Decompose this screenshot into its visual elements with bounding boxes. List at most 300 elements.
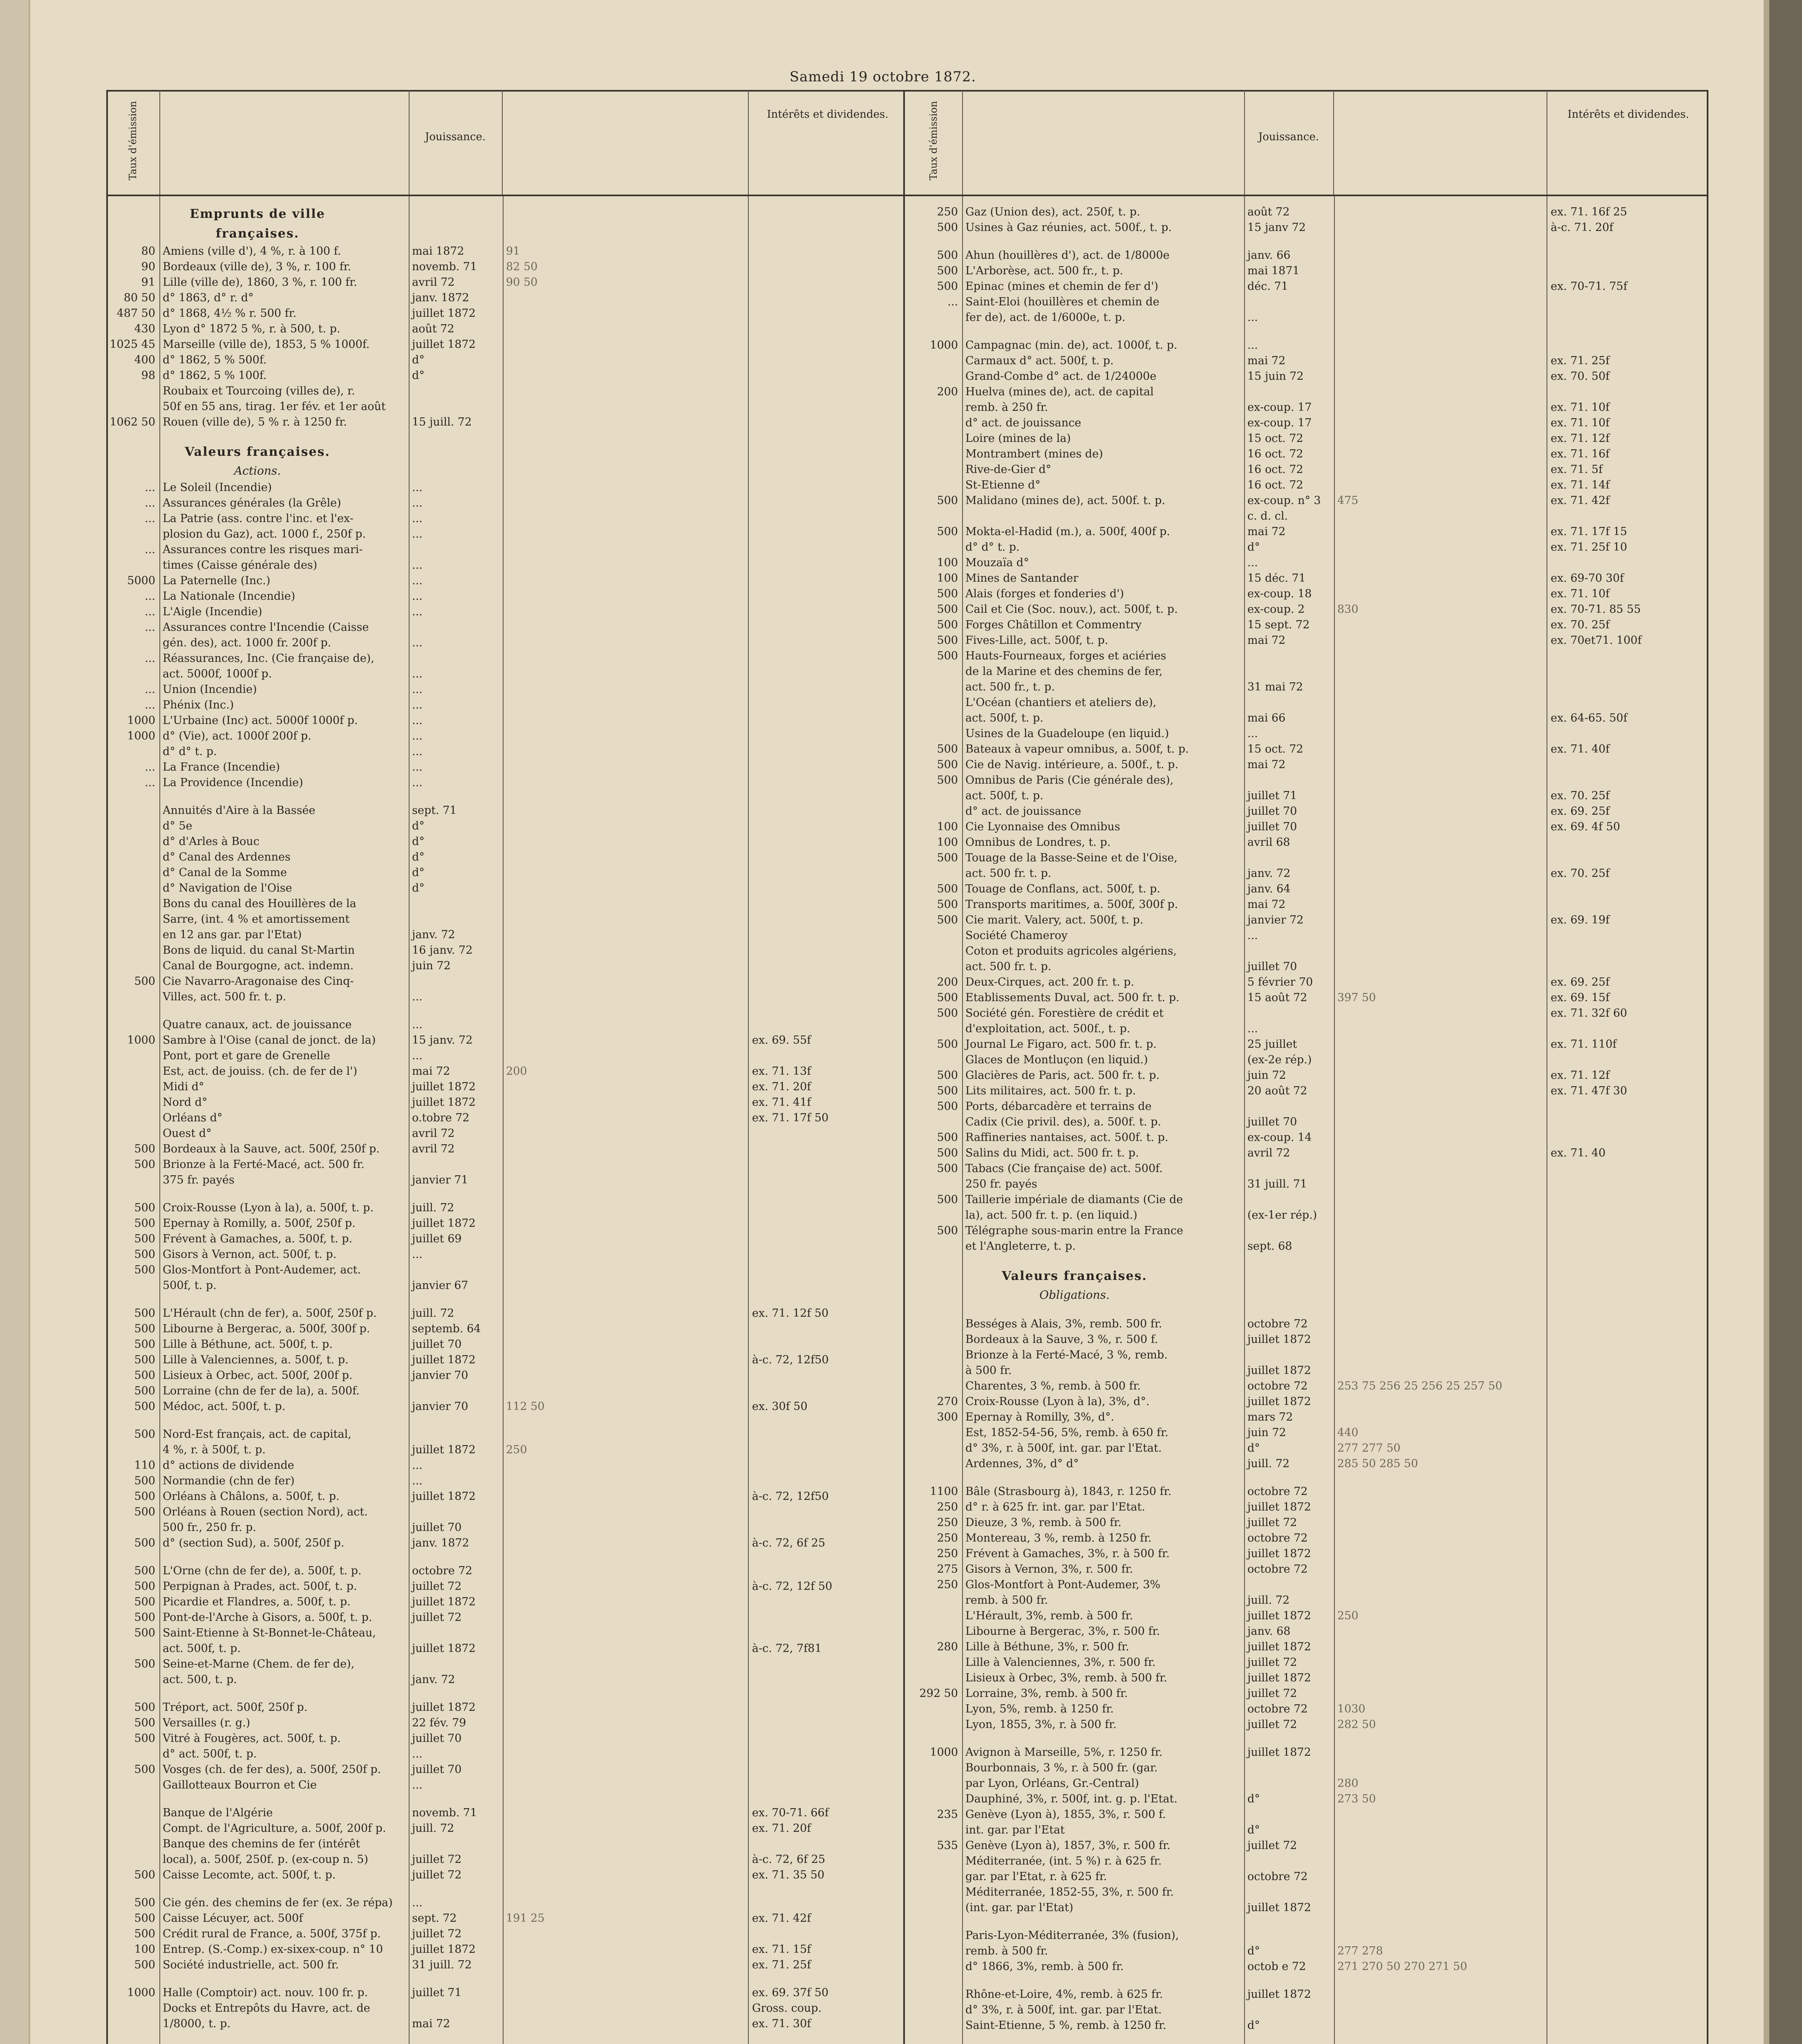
price-cell — [503, 321, 748, 337]
taux-cell — [905, 1593, 962, 1608]
taux-cell: 110 — [134, 1459, 155, 1472]
prices-column-header — [503, 90, 749, 195]
jouissance-cell: sept. 71 — [412, 804, 457, 817]
table-row — [106, 1579, 903, 1594]
designation-cell: Ardennes, 3%, d° d° — [965, 1457, 1079, 1470]
taux-cell — [905, 664, 962, 679]
dividend-cell — [748, 651, 899, 666]
designation-cell: d° d° t. p. — [163, 745, 217, 758]
designation-cell: Libourne à Bergerac, 3%, r. 500 fr. — [965, 1625, 1160, 1638]
jouissance-cell — [409, 399, 503, 415]
taux-cell: 500 — [937, 758, 958, 771]
dividend-cell — [748, 1442, 899, 1458]
jouissance-cell: juillet 72 — [412, 1580, 462, 1593]
jouissance-cell: janvier 70 — [412, 1400, 468, 1413]
jouissance-cell: ... — [412, 991, 423, 1003]
dividend-cell: ex. 70. 25f — [1551, 789, 1610, 802]
taux-cell — [106, 1746, 159, 1762]
jouissance-cell: 15 janv. 72 — [412, 1034, 473, 1047]
table-row — [905, 804, 1708, 819]
taux-cell — [106, 803, 159, 818]
interets-column-header — [752, 106, 903, 123]
designation-cell: Omnibus de Londres, t. p. — [965, 836, 1111, 849]
table-row — [905, 1484, 1708, 1499]
price-cell — [1334, 1130, 1547, 1145]
row-spacer — [905, 235, 1708, 248]
table-row — [905, 1639, 1708, 1655]
jouissance-cell: juill. 72 — [1247, 1457, 1290, 1470]
jouissance-cell: ex-coup. 17 — [1247, 417, 1312, 429]
dividend-cell — [1547, 835, 1706, 850]
table-row — [905, 959, 1708, 975]
jouissance-cell: juillet 1872 — [412, 1096, 476, 1109]
table-row — [905, 866, 1708, 881]
taux-cell — [106, 943, 159, 958]
jouissance-cell: juin 72 — [1247, 1069, 1286, 1082]
dividend-cell — [748, 480, 899, 495]
table-row — [106, 1777, 903, 1793]
designation-cell: d'exploitation, act. 500f., t. p. — [965, 1022, 1130, 1035]
designation-cell: Médoc, act. 500f, t. p. — [163, 1400, 286, 1413]
price-cell — [1334, 742, 1547, 757]
taux-cell — [905, 1208, 962, 1223]
price-cell — [503, 865, 748, 881]
price-cell: 830 — [1337, 603, 1359, 616]
price-cell — [503, 1247, 748, 1262]
designation-cell: Lille à Béthune, act. 500f, t. p. — [163, 1338, 333, 1351]
jouissance-cell: ... — [412, 574, 423, 587]
taux-cell: 500 — [134, 1158, 155, 1171]
jouissance-cell — [1244, 944, 1334, 959]
table-row — [106, 558, 903, 573]
taux-cell — [905, 959, 962, 975]
table-row — [905, 431, 1708, 446]
jouissance-cell: janv. 72 — [412, 928, 455, 941]
price-cell — [1334, 1670, 1547, 1686]
dividend-cell — [1547, 1332, 1706, 1347]
dividend-cell — [1547, 1577, 1706, 1593]
jouissance-cell: sept. 72 — [412, 1912, 457, 1925]
table-row — [106, 2016, 903, 2032]
table-row — [106, 1821, 903, 1836]
designation-cell: remb. à 500 fr. — [965, 1945, 1048, 1957]
dividend-cell — [748, 620, 899, 635]
price-cell — [1334, 1822, 1547, 1838]
designation-cell: Quatre canaux, act. de jouissance — [163, 1018, 352, 1031]
jouissance-cell: ... — [412, 528, 423, 540]
designation-cell: remb. à 500 fr. — [965, 1594, 1048, 1607]
table-row — [905, 881, 1708, 897]
jouissance-cell: mai 1872 — [412, 245, 464, 258]
taux-cell: 250 — [937, 1532, 958, 1544]
jouissance-cell — [409, 1836, 503, 1852]
table-row — [905, 1717, 1708, 1732]
taux-cell: 430 — [134, 323, 155, 335]
designation-cell: Paris-Lyon-Méditerranée, 3% (fusion), — [965, 1929, 1179, 1942]
price-cell — [1334, 648, 1547, 664]
designation-cell: Montereau, 3 %, remb. à 1250 fr. — [965, 1532, 1152, 1544]
table-row — [905, 338, 1708, 353]
dividend-cell — [748, 259, 899, 275]
designation-cell: d° 1868, 4½ % r. 500 fr. — [163, 307, 297, 320]
price-cell — [1334, 897, 1547, 912]
taux-cell: 500 — [134, 1701, 155, 1714]
taux-cell: ... — [145, 652, 155, 665]
jouissance-cell — [409, 1427, 503, 1442]
row-spacer — [106, 1005, 903, 1017]
taux-cell: 100 — [134, 1943, 155, 1956]
price-cell — [503, 834, 748, 849]
jouissance-cell: juillet 1872 — [412, 338, 476, 351]
table-row — [905, 1052, 1708, 1068]
taux-cell: ... — [145, 683, 155, 696]
taux-cell: 250 — [937, 1516, 958, 1529]
designation-cell: L'Hérault, 3%, remb. à 500 fr. — [965, 1609, 1133, 1622]
price-cell — [503, 1352, 748, 1368]
taux-cell: 500 — [134, 1580, 155, 1593]
table-row — [106, 744, 903, 760]
price-cell — [503, 1141, 748, 1157]
taux-cell — [106, 527, 159, 542]
jouissance-cell: 15 juin 72 — [1247, 370, 1304, 383]
designation-cell: Société gén. Forestière de crédit et — [965, 1007, 1164, 1020]
taux-cell — [905, 1853, 962, 1869]
taux-cell — [905, 446, 962, 462]
price-cell — [503, 604, 748, 620]
dividend-cell: ex. 71. 16f 25 — [1551, 206, 1627, 218]
price-cell — [1334, 1577, 1547, 1593]
price-cell — [1334, 509, 1547, 524]
dividend-cell: ex. 69. 15f — [1551, 991, 1610, 1004]
dividend-cell: ex. 69. 55f — [752, 1034, 811, 1047]
table-row — [106, 1746, 903, 1762]
price-cell — [503, 1110, 748, 1126]
dividend-cell: ex. 71. 17f 15 — [1551, 525, 1627, 538]
table-row — [106, 244, 903, 259]
designation-cell: Croix-Rousse (Lyon à la), a. 500f, t. p. — [163, 1201, 374, 1214]
designation-cell: act. 500 fr. t. p. — [965, 960, 1052, 973]
taux-cell: 500 — [134, 1490, 155, 1503]
dividend-cell — [748, 1746, 899, 1762]
table-row — [106, 1033, 903, 1048]
taux-cell: 500 — [937, 914, 958, 926]
taux-cell: ... — [145, 497, 155, 509]
taux-cell — [106, 2016, 159, 2032]
table-row — [106, 573, 903, 589]
designation-cell: d° 1866, 3%, remb. à 500 fr. — [965, 1960, 1124, 1973]
taux-cell — [106, 1017, 159, 1033]
taux-cell: 250 — [937, 1578, 958, 1591]
jouissance-cell — [1244, 384, 1334, 400]
price-cell — [503, 713, 748, 728]
dividend-cell: ex. 70et71. 100f — [1551, 634, 1642, 647]
price-cell — [1334, 912, 1547, 928]
taux-cell: 500 — [937, 1224, 958, 1237]
price-cell — [503, 352, 748, 368]
price-cell: 277 277 50 — [1337, 1442, 1401, 1455]
dividend-cell — [1547, 1562, 1706, 1577]
table-row — [106, 943, 903, 958]
price-cell — [503, 1504, 748, 1520]
section-subtitle: Actions. — [234, 464, 281, 477]
jouissance-cell: ... — [412, 1896, 423, 1909]
designation-cell: d° act. de jouissance — [965, 417, 1081, 429]
designation-cell: Perpignan à Prades, act. 500f, t. p. — [163, 1580, 357, 1593]
designation-cell: Omnibus de Paris (Cie générale des), — [965, 774, 1174, 787]
price-cell — [1334, 850, 1547, 866]
price-cell — [1334, 1021, 1547, 1037]
taux-cell: 500 — [134, 1322, 155, 1335]
taux-cell: 500 — [937, 619, 958, 631]
table-row — [106, 511, 903, 527]
jouissance-cell: ... — [412, 699, 423, 711]
table-row — [106, 1520, 903, 1535]
designation-cell: Glos-Montfort à Pont-Audemer, act. — [163, 1264, 361, 1276]
taux-cell — [905, 509, 962, 524]
dividend-cell — [748, 1672, 899, 1688]
jouissance-cell: mai 72 — [1247, 634, 1286, 647]
jouissance-cell: mai 72 — [1247, 758, 1286, 771]
designation-cell: d° 1862, 5 % 500f. — [163, 354, 267, 366]
price-cell — [1334, 881, 1547, 897]
dividend-cell — [1547, 897, 1706, 912]
table-row — [905, 1838, 1708, 1853]
jouissance-cell: juill. 72 — [1247, 1594, 1290, 1607]
jouissance-cell — [409, 1383, 503, 1399]
price-cell — [503, 1216, 748, 1231]
dividend-cell: ex. 71. 20f — [752, 1080, 811, 1093]
table-row — [106, 1157, 903, 1172]
taux-cell: 500 — [134, 1658, 155, 1670]
dividend-cell — [748, 818, 899, 834]
designation-cell: Orléans à Châlons, a. 500f, t. p. — [163, 1490, 340, 1503]
jouissance-cell — [409, 1625, 503, 1641]
dividend-cell — [1547, 1546, 1706, 1562]
designation-cell: d° 1862, 5 % 100f. — [163, 369, 267, 382]
table-row — [106, 651, 903, 666]
table-row — [106, 697, 903, 713]
designation-cell: 500f, t. p. — [163, 1279, 217, 1292]
jouissance-cell — [409, 1157, 503, 1172]
designation-cell: L'Océan (chantiers et ateliers de), — [965, 696, 1157, 709]
designation-cell: Coton et produits agricoles algériens, — [965, 945, 1177, 957]
taux-cell: 500 — [134, 1201, 155, 1214]
price-cell — [503, 1805, 748, 1821]
price-cell — [1334, 1853, 1547, 1869]
price-cell: 475 — [1337, 494, 1359, 507]
jouissance-cell: juillet 72 — [1247, 1839, 1297, 1852]
price-cell: 397 50 — [1337, 991, 1376, 1004]
table-row — [106, 527, 903, 542]
table-row — [905, 1822, 1708, 1838]
designation-cell: 50f en 55 ans, tirag. 1er fév. et 1er août — [163, 400, 386, 413]
table-row — [106, 306, 903, 321]
table-row — [905, 1208, 1708, 1223]
price-cell — [1334, 1745, 1547, 1760]
price-cell: 90 50 — [506, 276, 538, 289]
dividend-cell — [748, 495, 899, 511]
table-row — [905, 294, 1708, 310]
dividend-cell: Gross. coup. — [752, 2002, 822, 2015]
jouissance-cell — [409, 1656, 503, 1672]
price-cell — [503, 383, 748, 399]
jouissance-cell: juillet 72 — [412, 1927, 462, 1940]
designation-cell: Saint-Etienne à St-Bonnet-le-Château, — [163, 1627, 376, 1639]
jouissance-cell: juillet 72 — [412, 1853, 462, 1866]
price-cell — [503, 1368, 748, 1383]
taux-cell — [106, 881, 159, 896]
designation-cell: act. 500, t. p. — [163, 1673, 237, 1686]
dividend-cell — [1547, 1363, 1706, 1378]
price-cell — [503, 1520, 748, 1535]
taux-cell — [106, 1278, 159, 1293]
designation-cell: Frévent à Gamaches, 3%, r. à 500 fr. — [965, 1547, 1170, 1560]
taux-cell — [905, 866, 962, 881]
taux-cell — [905, 726, 962, 742]
taux-cell: 270 — [937, 1395, 958, 1408]
jouissance-cell — [1244, 1807, 1334, 1822]
taux-cell — [106, 2001, 159, 2016]
price-cell — [503, 415, 748, 430]
price-cell — [1334, 1928, 1547, 1943]
designation-cell: Phénix (Inc.) — [163, 699, 234, 711]
taux-cell — [106, 1064, 159, 1079]
table-row — [106, 1216, 903, 1231]
taux-cell — [905, 415, 962, 431]
taux-cell: 500 — [937, 650, 958, 662]
dividend-cell: ex. 71. 16f — [1551, 448, 1610, 460]
table-row — [905, 369, 1708, 384]
table-row — [905, 1531, 1708, 1546]
table-row — [905, 384, 1708, 400]
jouissance-cell: ... — [412, 637, 423, 649]
dividend-cell — [1547, 1192, 1706, 1208]
designation-cell: Lille (ville de), 1860, 3 %, r. 100 fr. — [163, 276, 357, 289]
table-row — [905, 897, 1708, 912]
taux-cell: ... — [145, 481, 155, 494]
table-row — [106, 1352, 903, 1368]
designation-cell: Crédit rural de France, a. 500f, 375f p. — [163, 1927, 381, 1940]
dividend-cell — [748, 728, 899, 744]
taux-cell — [106, 849, 159, 865]
taux-cell: ... — [145, 621, 155, 634]
dividend-cell — [1547, 726, 1706, 742]
taux-cell: 200 — [937, 385, 958, 398]
designation-cell: d° (section Sud), a. 500f, 250f p. — [163, 1537, 345, 1549]
dividend-cell — [748, 744, 899, 760]
table-row — [905, 1332, 1708, 1347]
designation-cell: Salins du Midi, act. 500 fr. t. p. — [965, 1147, 1139, 1159]
price-cell — [1334, 279, 1547, 294]
taux-cell: 500 — [937, 852, 958, 864]
dividend-cell — [1547, 555, 1706, 571]
price-cell — [1334, 1562, 1547, 1577]
designation-cell: Bourbonnais, 3 %, r. à 500 fr. (gar. — [965, 1762, 1158, 1774]
price-cell — [1334, 1807, 1547, 1822]
taux-cell: 100 — [937, 556, 958, 569]
price-cell — [1334, 928, 1547, 944]
price-cell — [503, 1200, 748, 1216]
price-cell: 82 50 — [506, 260, 538, 273]
dividend-cell — [748, 849, 899, 865]
taux-cell — [905, 400, 962, 415]
table-row — [905, 1853, 1708, 1869]
dividend-cell: ex. 71. 10f — [1551, 417, 1610, 429]
table-row — [905, 648, 1708, 664]
jouissance-cell: juillet 70 — [1247, 820, 1297, 833]
table-row — [905, 1223, 1708, 1239]
dividend-cell — [748, 527, 899, 542]
taux-cell: 500 — [134, 1385, 155, 1397]
designation-cell: Gisors à Vernon, act. 500f, t. p. — [163, 1248, 337, 1261]
taux-cell: 91 — [141, 276, 155, 289]
dividend-cell: ex. 70. 50f — [1551, 370, 1610, 383]
jouissance-cell: août 72 — [1247, 206, 1290, 218]
jouissance-cell: octobre 72 — [1247, 1318, 1308, 1330]
price-cell — [503, 1625, 748, 1641]
taux-cell — [905, 1900, 962, 1916]
price-cell — [1334, 1239, 1547, 1254]
table-row — [905, 1670, 1708, 1686]
dividend-cell — [1547, 648, 1706, 664]
jouissance-cell: 31 juill. 71 — [1247, 1178, 1307, 1190]
price-cell — [1334, 1760, 1547, 1776]
taux-cell: 1000 — [930, 1746, 958, 1759]
jouissance-cell: juillet 1872 — [1247, 1333, 1311, 1346]
table-row — [106, 1172, 903, 1188]
designation-cell: 1/8000, t. p. — [163, 2017, 231, 2030]
designation-cell: Orléans d° — [163, 1112, 223, 1124]
dividend-cell — [748, 896, 899, 912]
table-row — [905, 1006, 1708, 1021]
price-cell — [503, 849, 748, 865]
taux-cell: 500 — [937, 743, 958, 755]
jouissance-cell: 15 août 72 — [1247, 991, 1307, 1004]
jouissance-cell: juillet 72 — [412, 1611, 462, 1624]
designation-cell: Montrambert (mines de) — [965, 448, 1103, 460]
jouissance-cell: ... — [412, 668, 423, 680]
table-row — [106, 620, 903, 635]
table-row — [905, 1885, 1708, 1900]
table-row — [106, 1625, 903, 1641]
designation-cell: Frévent à Gamaches, a. 500f, t. p. — [163, 1233, 353, 1245]
taux-cell — [905, 1822, 962, 1838]
jouissance-cell: ... — [412, 559, 423, 572]
designation-cell: act. 500f, t. p. — [163, 1642, 241, 1655]
taux-cell: 1000 — [127, 730, 155, 742]
jouissance-cell: ... — [412, 1475, 423, 1487]
taux-cell — [106, 1110, 159, 1126]
jouissance-cell: juill. 72 — [412, 1201, 454, 1214]
designation-cell: Compt. de l'Agriculture, a. 500f, 200f p. — [163, 1822, 386, 1835]
designation-cell: Picardie et Flandres, a. 500f, t. p. — [163, 1596, 351, 1608]
table-row — [106, 927, 903, 943]
price-cell — [503, 2001, 748, 2016]
dividend-cell: ex. 71. 110f — [1551, 1038, 1617, 1051]
price-cell — [503, 1033, 748, 1048]
designation-cell: Caisse Lécuyer, act. 500f — [163, 1912, 303, 1925]
dividend-cell: ex. 71. 12f 50 — [752, 1307, 829, 1320]
taux-cell — [905, 1456, 962, 1472]
dividend-cell — [1547, 1316, 1706, 1332]
price-cell — [503, 480, 748, 495]
price-cell — [503, 1731, 748, 1746]
taux-cell — [106, 1442, 159, 1458]
taux-cell: ... — [947, 296, 958, 308]
taux-cell: 500 — [937, 603, 958, 616]
dividend-cell — [748, 958, 899, 974]
jouissance-cell — [1244, 1577, 1334, 1593]
